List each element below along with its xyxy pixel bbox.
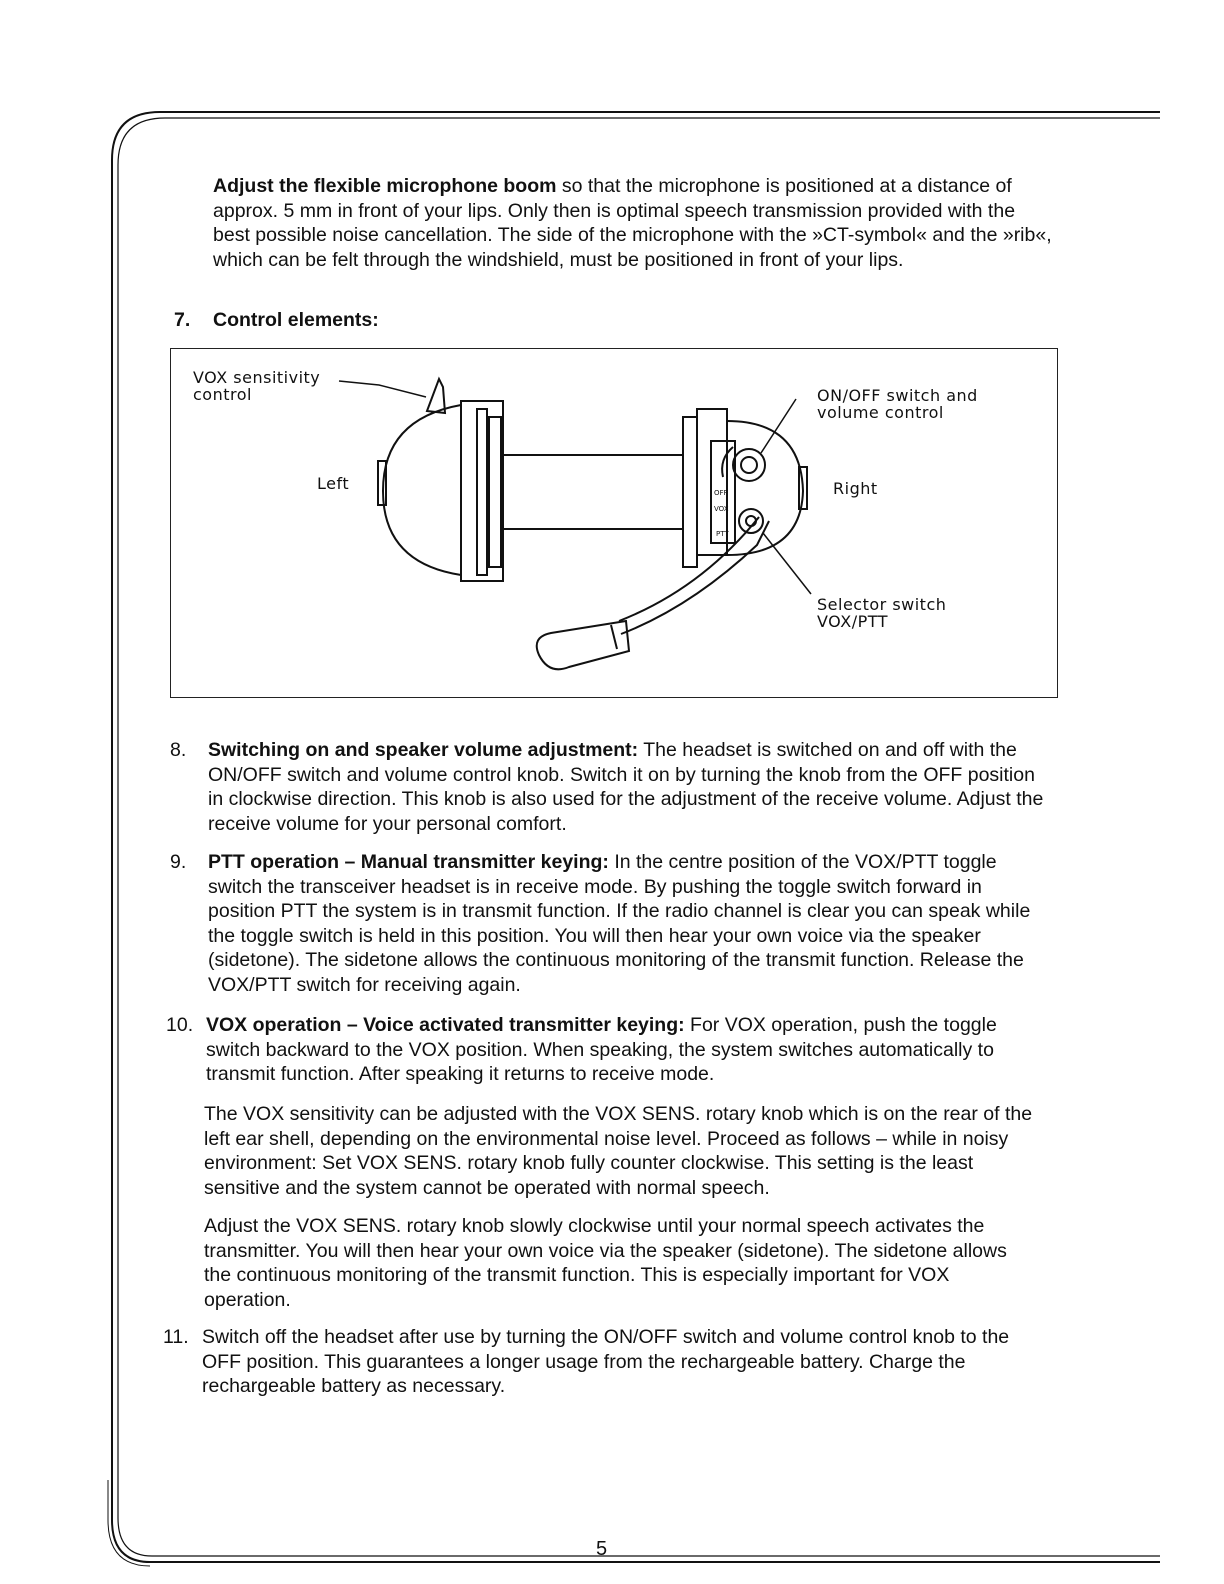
item10-paragraph [206,1013,1026,1087]
on-off-switch-label: ON/OFF switch and volume control [817,386,978,422]
item9-text: In the centre position of the VOX/PTT toggle switch the transceiver headset is in receive mode. By pushing the toggle switch forward in position PTT the system is in transmit function. If the radio channel is clear you can speak while the toggle switch is held in this position. You will then hear your own voice via the speaker (sidetone). The sidetone allows the continuous monitoring of the transmit function. Release the VOX/PTT switch for receiving again. [208,851,1031,996]
item10-text: For VOX operation, push the toggle switch backward to the VOX position. When speaking, the system switches automatically to transmit function. After speaking it returns to receive mode. [206,1014,997,1086]
item8-paragraph [208,738,1053,836]
intro-paragraph [213,174,1053,272]
intro-text: so that the microphone is positioned at a distance of approx. 5 mm in front of your lips. Only then is optimal speech transmission provided with the best possible noise cancellation. The side of the microphone with the »CT-symbol« and the »rib«, which can be felt through the windshield, must be positioned in front of your lips. [213,175,1052,271]
intro-bold: Adjust the flexible microphone boom [213,175,557,197]
left-label: Left [317,474,350,493]
item8-bold: Switching on and speaker volume adjustment: [208,739,639,761]
page-number: 5 [596,1538,608,1560]
item11-paragraph: Switch off the headset after use by turning the ON/OFF switch and volume control knob to the OFF position. This guarantees a longer usage from the rechargeable battery. Charge the rechargeable battery as necessary. [202,1326,1010,1398]
item9-paragraph [208,850,1048,998]
item11-number: 11. [163,1326,189,1348]
item9-number: 9. [170,851,187,873]
control-elements-diagram [170,348,1058,698]
section7-number: 7. [174,309,191,331]
switch-off-label: OFF [714,489,728,497]
right-label: Right [833,479,878,498]
selector-switch-label: Selector switch VOX/PTT [817,595,947,631]
item8-text: The headset is switched on and off with the ON/OFF switch and volume control knob. Switch it on by turning the knob from the OFF position in clockwise direction. This knob is also used for the adjustment of the receive volume. Adjust the receive volume for your personal comfort. [208,739,1044,835]
item10-bold: VOX operation – Voice activated transmitter keying: [206,1014,685,1036]
item10-number: 10. [166,1014,194,1036]
item10-paragraph-2: The VOX sensitivity can be adjusted with the VOX SENS. rotary knob which is on the rear of the left ear shell, depending on the environmental noise level. Proceed as follows – while in noisy environment: Set VOX SENS. rotary knob fully counter clockwise. This setting is the least sensitive and the system cannot be operated with normal speech. [204,1103,1033,1199]
switch-vox-label: VOX [714,505,729,513]
item9-bold: PTT operation – Manual transmitter keying: [208,851,609,873]
vox-sensitivity-label: VOX sensitivity control [193,368,321,404]
item8-number: 8. [170,739,187,761]
section7-title: Control elements: [213,309,379,331]
item10-paragraph-3: Adjust the VOX SENS. rotary knob slowly clockwise until your normal speech activates the transmitter. You will then hear your own voice via the speaker (sidetone). The sidetone allows the continuous monitoring of the transmit function. This is especially important for VOX operation. [204,1215,1007,1311]
switch-ptt-label: PTT [716,530,729,538]
